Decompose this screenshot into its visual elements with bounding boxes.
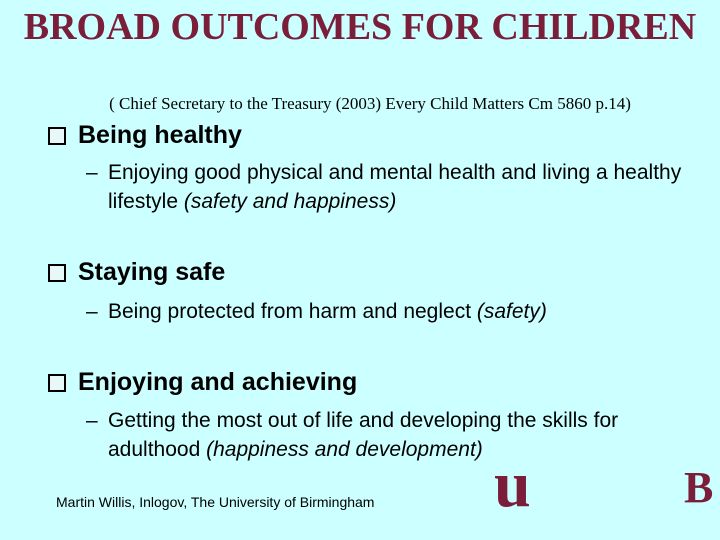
bullet-staying-safe bbox=[48, 258, 225, 287]
sub-point-text: Enjoying good physical and mental health and living a healthy lifestyle bbox=[108, 161, 682, 213]
slide-subtitle: ( Chief Secretary to the Treasury (2003) Every Child Matters Cm 5860 p.14) bbox=[109, 94, 631, 113]
footer-credit: Martin Willis, Inlogov, The University of Birmingham bbox=[56, 494, 375, 510]
sub-point-note: (safety and happiness) bbox=[183, 190, 397, 213]
slide-title: BROAD OUTCOMES FOR CHILDREN bbox=[23, 6, 697, 48]
bullet-being-healthy bbox=[48, 121, 242, 150]
checkbox-bullet-icon bbox=[48, 127, 66, 145]
checkbox-bullet-icon bbox=[48, 374, 66, 392]
bullet-heading: Staying safe bbox=[78, 258, 226, 286]
sub-point-text: Getting the most out of life and developing the skills for adulthood bbox=[108, 409, 619, 461]
university-logo-left: u bbox=[494, 448, 531, 521]
sub-point-enjoying-achieving bbox=[86, 406, 686, 464]
sub-point-note: (safety) bbox=[476, 300, 547, 323]
sub-point-being-healthy bbox=[86, 158, 686, 216]
sub-point-staying-safe bbox=[86, 297, 686, 326]
bullet-enjoying-achieving bbox=[48, 368, 357, 397]
dash-marker: – bbox=[86, 300, 98, 323]
dash-marker: – bbox=[86, 409, 98, 432]
checkbox-bullet-icon bbox=[48, 264, 66, 282]
university-logo-right: B bbox=[684, 463, 714, 512]
dash-marker: – bbox=[86, 161, 98, 184]
bullet-heading: Enjoying and achieving bbox=[78, 368, 358, 396]
sub-point-note: (happiness and development) bbox=[206, 438, 483, 461]
bullet-heading: Being healthy bbox=[78, 121, 242, 149]
sub-point-text: Being protected from harm and neglect bbox=[108, 300, 477, 323]
